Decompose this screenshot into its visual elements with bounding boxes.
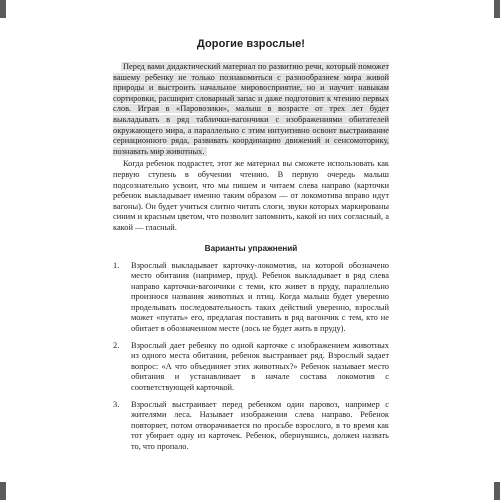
page-content — [113, 38, 389, 453]
corner-mark-top-right — [494, 0, 500, 18]
exercise-text: Взрослый дает ребенку по одной карточке с изображением животных из одного места обитания, ребенок выстраивает ряд. Взрослый задает вопрос: «А что объединяет этих животных?» Ребенок называет место обитания и устанавливает в начале состава локомотив с соответствующей карточкой. — [131, 340, 389, 393]
exercise-text: Взрослый выстраивает перед ребенком один паровоз, например с жителями леса. Называет изображения слева направо. Ребенок повторяет, потом отворачивается по просьбе взрослого, в то время как тот убирает одну из карточек. Ребенок, обернувшись, должен назвать то, что пропало. — [131, 399, 389, 451]
exercise-item — [113, 341, 389, 394]
exercise-number: 1. — [113, 260, 120, 270]
exercise-number: 3. — [113, 399, 120, 409]
intro-paragraph-2: Когда ребенок подрастет, этот же материал вы сможете использовать как первую ступень в обучении чтению. В первую очередь малыш подсознательно усвоит, что мы пишем и читаем слева направо (карточки ребенок выкладывает именно таким образом — от локомотива вправо идут вагоны). Он будет учиться слитно читать слоги, звуки которых маркированы синим и красным цветом, что позволит запомнить, какой из них согласный, а какой — гласный. — [113, 159, 389, 232]
exercises-list — [113, 261, 389, 453]
page-heading: Дорогие взрослые! — [196, 38, 306, 50]
exercise-item — [113, 261, 389, 335]
intro-shaded-text: Перед вами дидактический материал по развитию речи, который поможет вашему ребенку не только познакомиться с разнообразием мира живой природы и выстроить начальное мировосприятие, но и научит навыкам сортировки, расширит словарный запас и даже подготовит к чтению первых слов. Играя в «Паровозики», малыш в возрасте от трех лет будет выкладывать в ряд таблички-вагончики с изображениями обитателей окружающего мира, а параллельно с этим интуитивно освоит выстраивание сериационного ряда, развивать координацию движений и сенсомоторику, познавать мир животных. — [113, 62, 389, 156]
exercise-item — [113, 400, 389, 453]
exercise-number: 2. — [113, 340, 120, 350]
exercise-text: Взрослый выкладывает карточку-локомотив, на которой обозначено место обитания (например, пруд). Ребенок выкладывает в ряд слева направо карточки-вагончики с теми, кто живет в пруду, параллельно произнося названия животных и птиц. Когда малыш будет уверенно проделывать последовательность таких действий уверенно, взрослый может «путать» его, предлагая поставить в ряд вагончик с тем, кто не обитает в обозначенном месте (лось не будет жить в пруду). — [131, 260, 389, 334]
corner-mark-bottom-right — [494, 482, 500, 500]
intro-paragraph-1 — [113, 62, 389, 157]
exercises-heading: Варианты упражнений — [204, 243, 298, 253]
corner-mark-bottom-left — [0, 482, 6, 500]
corner-mark-top-left — [0, 0, 6, 18]
